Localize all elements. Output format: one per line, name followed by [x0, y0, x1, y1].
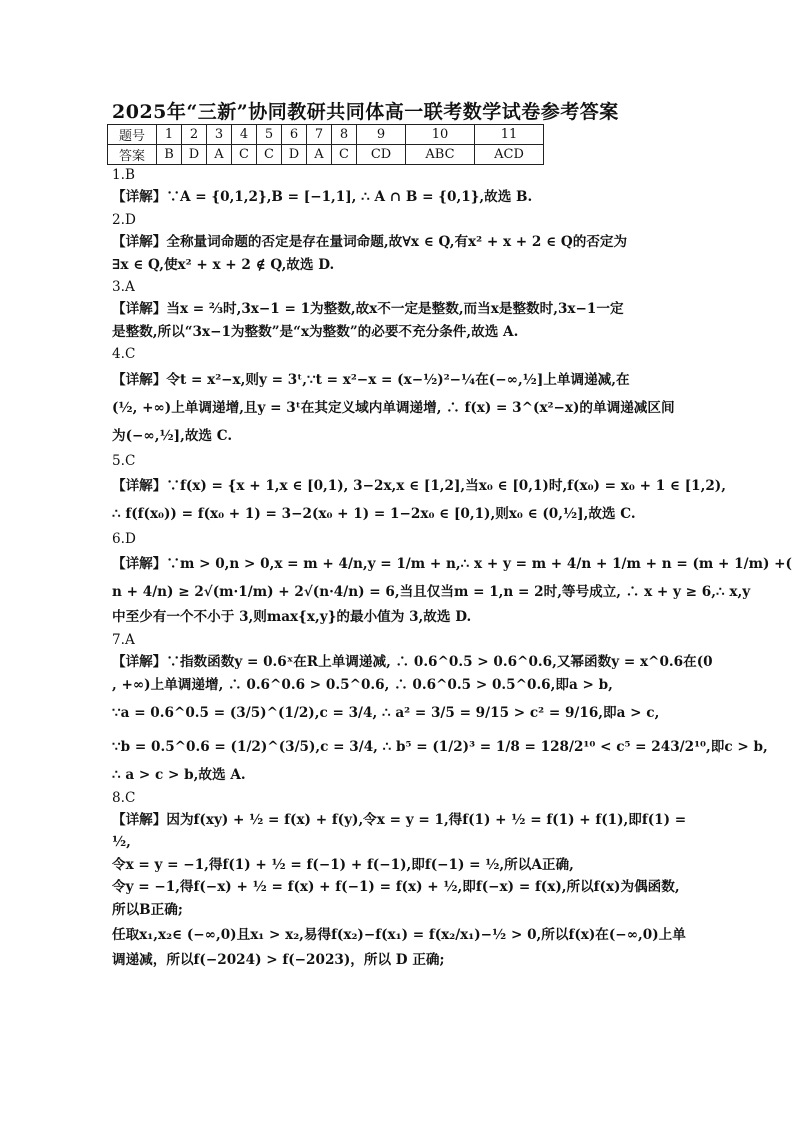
q2-solution-line: ∃x ∈ Q,使x² + x + 2 ∉ Q,故选 D.: [112, 256, 335, 273]
q2-solution-line: 【详解】全称量词命题的否定是存在量词命题,故∀x ∈ Q,有x² + x + 2 ∈ Q的否定为: [112, 234, 628, 251]
table-cell: 1: [157, 125, 182, 145]
table-cell: C: [257, 145, 282, 165]
row-label-number: 题号: [108, 125, 157, 145]
q7-solution-line: ∴ a > c > b,故选 A.: [112, 767, 246, 784]
q8-solution-line: 【详解】因为f(xy) + ½ = f(x) + f(y),令x = y = 1,得f(1) + ½ = f(1) + f(1),即f(1) =: [112, 811, 687, 828]
table-cell: 3: [207, 125, 232, 145]
q8-solution-line: 调递减，所以f(−2024) > f(−2023)，所以 D 正确;: [112, 951, 445, 968]
q1-solution-line: 【详解】∵A = {0,1,2},B = [−1,1], ∴ A ∩ B = {0,1},故选 B.: [112, 189, 533, 206]
q5-solution-line: ∴ f(f(x₀)) = f(x₀ + 1) = 3−2(x₀ + 1) = 1−2x₀ ∈ [0,1),则x₀ ∈ (0,½],故选 C.: [112, 506, 636, 523]
q3-solution-line: 【详解】当x = ⅔时,3x−1 = 1为整数,故x不一定是整数,而当x是整数时,3x−1一定: [112, 301, 624, 318]
table-cell: 9: [357, 125, 406, 145]
q8-solution-line: 任取x₁,x₂∈ (−∞,0)且x₁ > x₂,易得f(x₂)−f(x₁) = f(x₂/x₁)−½ > 0,所以f(x)在(−∞,0)上单: [112, 926, 686, 943]
table-cell: A: [307, 145, 332, 165]
table-cell: D: [182, 145, 207, 165]
q2-heading: 2.D: [112, 211, 136, 228]
table-row: [108, 125, 544, 145]
table-cell: 4: [232, 125, 257, 145]
q4-solution-line: 为(−∞,½],故选 C.: [112, 427, 233, 444]
table-cell: 8: [332, 125, 357, 145]
q4-solution-line: 【详解】令t = x²−x,则y = 3ᵗ,∵t = x²−x = (x−½)²−¼在(−∞,½]上单调递减,在: [112, 371, 630, 388]
q4-heading: 4.C: [112, 346, 136, 363]
solutions: [112, 164, 792, 971]
page-title: 2025年“三新”协同教研共同体高一联考数学试卷参考答案: [112, 101, 619, 123]
table-cell: ACD: [475, 145, 544, 165]
q3-heading: 3.A: [112, 279, 135, 296]
q7-solution-line: , +∞)上单调递增, ∴ 0.6^0.6 > 0.5^0.6, ∴ 0.6^0.5 > 0.5^0.6,即a > b,: [112, 676, 613, 693]
table-cell: CD: [357, 145, 406, 165]
q8-solution-line: 令y = −1,得f(−x) + ½ = f(x) + f(−1) = f(x) + ½,即f(−x) = f(x),所以f(x)为偶函数,: [112, 879, 680, 896]
q8-solution-line: 所以B正确;: [112, 901, 183, 918]
table-cell: 7: [307, 125, 332, 145]
table-cell: ABC: [406, 145, 475, 165]
q6-heading: 6.D: [112, 531, 136, 548]
q8-heading: 8.C: [112, 789, 136, 806]
table-cell: C: [332, 145, 357, 165]
table-cell: 5: [257, 125, 282, 145]
q5-heading: 5.C: [112, 452, 136, 469]
q6-solution-line: 【详解】∵m > 0,n > 0,x = m + 4/n,y = 1/m + n,∴ x + y = m + 4/n + 1/m + n = (m + 1/m) +(: [112, 556, 792, 573]
q3-solution-line: 是整数,所以“3x−1为整数”是“x为整数”的必要不充分条件,故选 A.: [112, 323, 519, 340]
q7-solution-line: 【详解】∵指数函数y = 0.6ˣ在R上单调递减, ∴ 0.6^0.5 > 0.6^0.6,又幂函数y = x^0.6在(0: [112, 654, 713, 671]
q6-solution-line: n + 4/n) ≥ 2√(m·1/m) + 2√(n·4/n) = 6,当且仅当m = 1,n = 2时,等号成立, ∴ x + y ≥ 6,∴ x,y: [112, 584, 751, 601]
table-cell: 11: [475, 125, 544, 145]
table-cell: A: [207, 145, 232, 165]
row-label-answer: 答案: [108, 145, 157, 165]
table-cell: 6: [282, 125, 307, 145]
table-cell: 2: [182, 125, 207, 145]
q7-heading: 7.A: [112, 631, 135, 648]
q6-solution-line: 中至少有一个不小于 3,则max{x,y}的最小值为 3,故选 D.: [112, 609, 472, 626]
q8-solution-line: 令x = y = −1,得f(1) + ½ = f(−1) + f(−1),即f(−1) = ½,所以A正确,: [112, 856, 574, 873]
answer-table: [107, 124, 544, 165]
q7-solution-line: ∵a = 0.6^0.5 = (3/5)^(1/2),c = 3/4, ∴ a² = 3/5 = 9/15 > c² = 9/16,即a > c,: [112, 705, 660, 722]
q8-solution-line: ½,: [112, 834, 131, 851]
q1-heading: 1.B: [112, 167, 135, 183]
table-cell: D: [282, 145, 307, 165]
q7-solution-line: ∵b = 0.5^0.6 = (1/2)^(3/5),c = 3/4, ∴ b⁵ = (1/2)³ = 1/8 = 128/2¹⁰ < c⁵ = 243/2¹⁰,即c > b,: [112, 739, 768, 756]
q4-solution-line: (½, +∞)上单调递增,且y = 3ᵗ在其定义域内单调递增, ∴ f(x) = 3^(x²−x)的单调递减区间: [112, 399, 675, 416]
table-cell: C: [232, 145, 257, 165]
q5-solution-line: 【详解】∵f(x) = {x + 1,x ∈ [0,1), 3−2x,x ∈ [1,2],当x₀ ∈ [0,1)时,f(x₀) = x₀ + 1 ∈ [1,2),: [112, 478, 726, 495]
table-cell: B: [157, 145, 182, 165]
table-row: [108, 145, 544, 165]
table-cell: 10: [406, 125, 475, 145]
